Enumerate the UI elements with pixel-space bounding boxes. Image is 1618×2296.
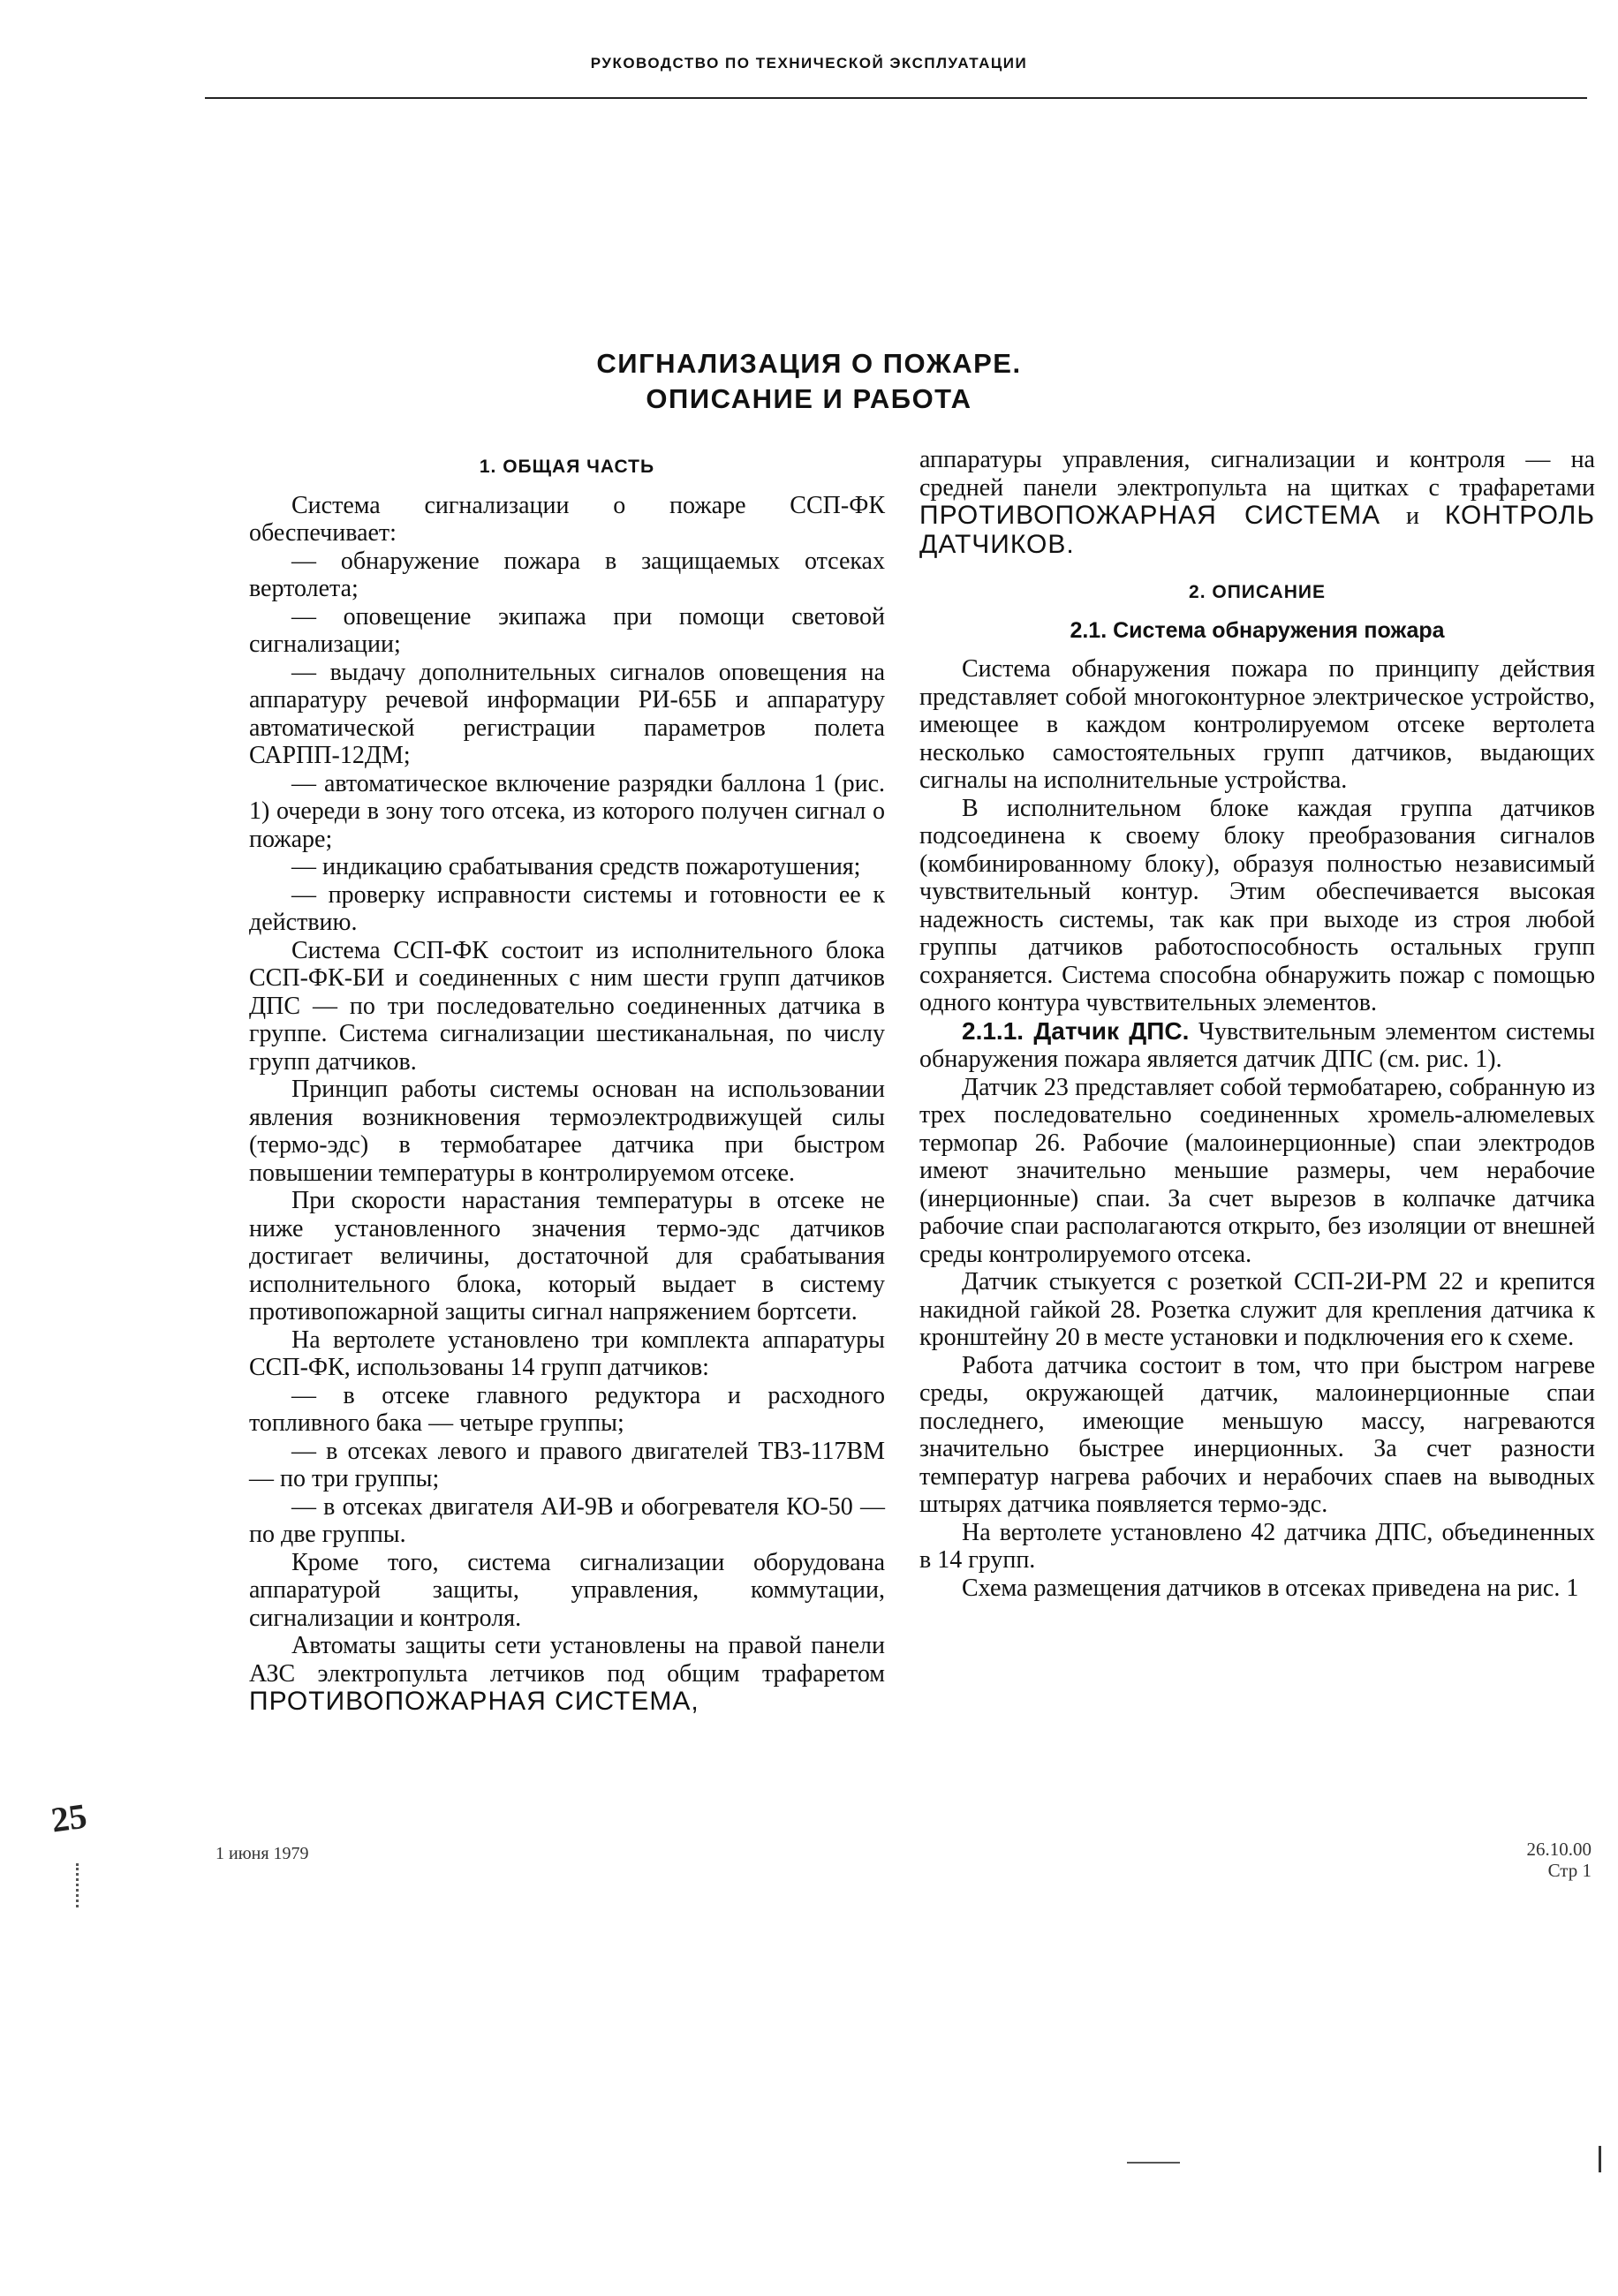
header-rule (205, 97, 1587, 99)
right-column (919, 446, 1595, 1602)
paragraph-socket: Датчик стыкуется с розеткой ССП-2И-РМ 22 и крепится накидной гайкой 28. Розетка служит для крепления датчика к кронштейну 20 в месте установки и подключения его к схеме. (919, 1268, 1595, 1351)
paragraph-sensor: Датчик 23 представляет собой термобатарею, собранную из трех последовательно соединенных хромель-алюмелевых термопар 26. Рабочие (малоинерционные) спаи электродов имеют значительно меньшие размеры, чем нерабочие (инерционные) спаи. За счет вырезов в колпачке датчика рабочие спаи располагаются открыто, без изоляции от внешней среды контролируемого отсека. (919, 1073, 1595, 1268)
section-heading-2: 2. ОПИСАНИЕ (1189, 582, 1326, 602)
paragraph-block: В исполнительном блоке каждая группа датчиков подсоединена к своему блоку преобразования сигналов (комбинированному блоку), образуя полностью независимый чувствительный контур. Этим обеспечивается высокая надежность системы, так как при выходе из строя любой группы датчиков работоспособность остальных групп сохраняется. Система способна обнаружить пожар с помощью одного контура чувствительных элементов. (919, 794, 1595, 1016)
list-item: — оповещение экипажа при помощи световой сигнализации; (249, 602, 885, 658)
footer-date: 1 июня 1979 (215, 1844, 309, 1863)
left-column (249, 446, 885, 1717)
footer-page-number: Стр 1 (1547, 1860, 1592, 1881)
list-item: — выдачу дополнительных сигналов оповещения на аппаратуру речевой информации РИ-65Б и аппаратуру автоматической регистрации параметров полета САРПП-12ДМ; (249, 658, 885, 769)
list-item: — обнаружение пожара в защищаемых отсеках вертолета; (249, 547, 885, 602)
title-line-1: СИГНАЛИЗАЦИЯ О ПОЖАРЕ. (596, 348, 1022, 379)
paragraph-scheme: Схема размещения датчиков в отсеках приведена на рис. 1 (962, 1574, 1579, 1602)
footer-page-info (1527, 1839, 1592, 1881)
paragraph-continued (919, 446, 1595, 559)
paragraph-besides: Кроме того, система сигнализации оборудована аппаратурой защиты, управления, коммутации, сигнализации и контроля. (249, 1548, 885, 1632)
footer-section-code: 26.10.00 (1526, 1839, 1592, 1860)
list-item: — проверку исправности системы и готовности ее к действию. (249, 880, 885, 936)
margin-handwritten-mark: 25 (49, 1795, 89, 1840)
stencil-fire-system: ПРОТИВОПОЖАРНАЯ СИСТЕМА (919, 501, 1381, 530)
paragraph-system: Система обнаружения пожара по принципу действия представляет собой многоконтурное электрическое устройство, имеющее в каждом контролируемом отсеке вертолета несколько самостоятельных групп датчиков, выдающих сигналы на исполнительные устройства. (919, 655, 1595, 794)
page-title (0, 346, 1618, 417)
paragraph-principle: Принцип работы системы основан на использовании явления возникновения термоэлектродвижущей силы (термо-эдс) в термобатарее датчика при быстром повышении температуры в контролируемом отсеке. (249, 1076, 885, 1187)
running-header: РУКОВОДСТВО ПО ТЕХНИЧЕСКОЙ ЭКСПЛУАТАЦИИ (590, 55, 1028, 72)
paragraph-composition: Система ССП-ФК состоит из исполнительного блока ССП-ФК-БИ и соединенных с ним шести групп датчиков ДПС — по три последовательно соединенных датчика в группе. Система сигнализации шестиканальная, по числу групп датчиков. (249, 936, 885, 1076)
subsection-heading-2-1-1: 2.1.1. Датчик ДПС. (962, 1016, 1190, 1045)
subsection-heading-2-1: 2.1. Система обнаружения пожара (1070, 617, 1445, 643)
margin-dots (76, 1863, 82, 1907)
stencil-sensor-control: КОНТРОЛЬ ДАТЧИКОВ. (919, 501, 1595, 559)
list-item: — в отсеках левого и правого двигателей ТВ3-117ВМ — по три группы; (249, 1437, 885, 1492)
paragraph-breakers (249, 1632, 885, 1717)
paragraph-rate: При скорости нарастания температуры в отсеке не ниже установленного значения термо-эдс датчиков достигает величины, достаточной для срабатывания исполнительного блока, который выдает в систему противопожарной защиты сигнал напряжением бортсети. (249, 1187, 885, 1325)
list-item: — в отсеке главного редуктора и расходного топливного бака — четыре группы; (249, 1381, 885, 1437)
section-heading-1: 1. ОБЩАЯ ЧАСТЬ (479, 457, 655, 477)
paragraph-count: На вертолете установлено 42 датчика ДПС, объединенных в 14 групп. (919, 1518, 1595, 1574)
paragraph-intro: Система сигнализации о пожаре ССП-ФК обеспечивает: (249, 491, 885, 547)
continued-text: аппаратуры управления, сигнализации и контроля — на средней панели электропульта на щитках с трафаретами (919, 446, 1595, 502)
scan-artifact-dash (1127, 2162, 1180, 2164)
list-item: — автоматическое включение разрядки баллона 1 (рис. 1) очереди в зону того отсека, из которого получен сигнал о пожаре; (249, 769, 885, 853)
list-item: — индикацию срабатывания средств пожаротушения; (291, 853, 861, 880)
paragraph-sets: На вертолете установлено три комплекта аппаратуры ССП-ФК, использованы 14 групп датчиков: (249, 1325, 885, 1381)
paragraph-work: Работа датчика состоит в том, что при быстром нагреве среды, окружающей датчик, малоинерционные спаи последнего, имеющие меньшую массу, нагреваются значительно быстрее инерционных. За счет разности температур нагрева рабочих и нерабочих спаев на выводных штырях датчика появляется термо-эдс. (919, 1351, 1595, 1518)
breakers-stencil: ПРОТИВОПОЖАРНАЯ СИСТЕМА, (249, 1687, 699, 1716)
breakers-text: Автоматы защиты сети установлены на правой панели АЗС электропульта летчиков под общим трафаретом (249, 1632, 885, 1688)
paragraph-2-1-1 (919, 1017, 1595, 1074)
continued-conj: и (1406, 502, 1419, 530)
list-item: — в отсеках двигателя АИ-9В и обогревателя КО-50 — по две группы. (249, 1492, 885, 1548)
scan-artifact-bar (1599, 2146, 1601, 2172)
title-line-2: ОПИСАНИЕ И РАБОТА (646, 383, 972, 414)
paragraph-2-1-1-text: Чувствительным элементом системы обнаружения пожара является датчик ДПС (см. рис. 1). (919, 1017, 1595, 1073)
